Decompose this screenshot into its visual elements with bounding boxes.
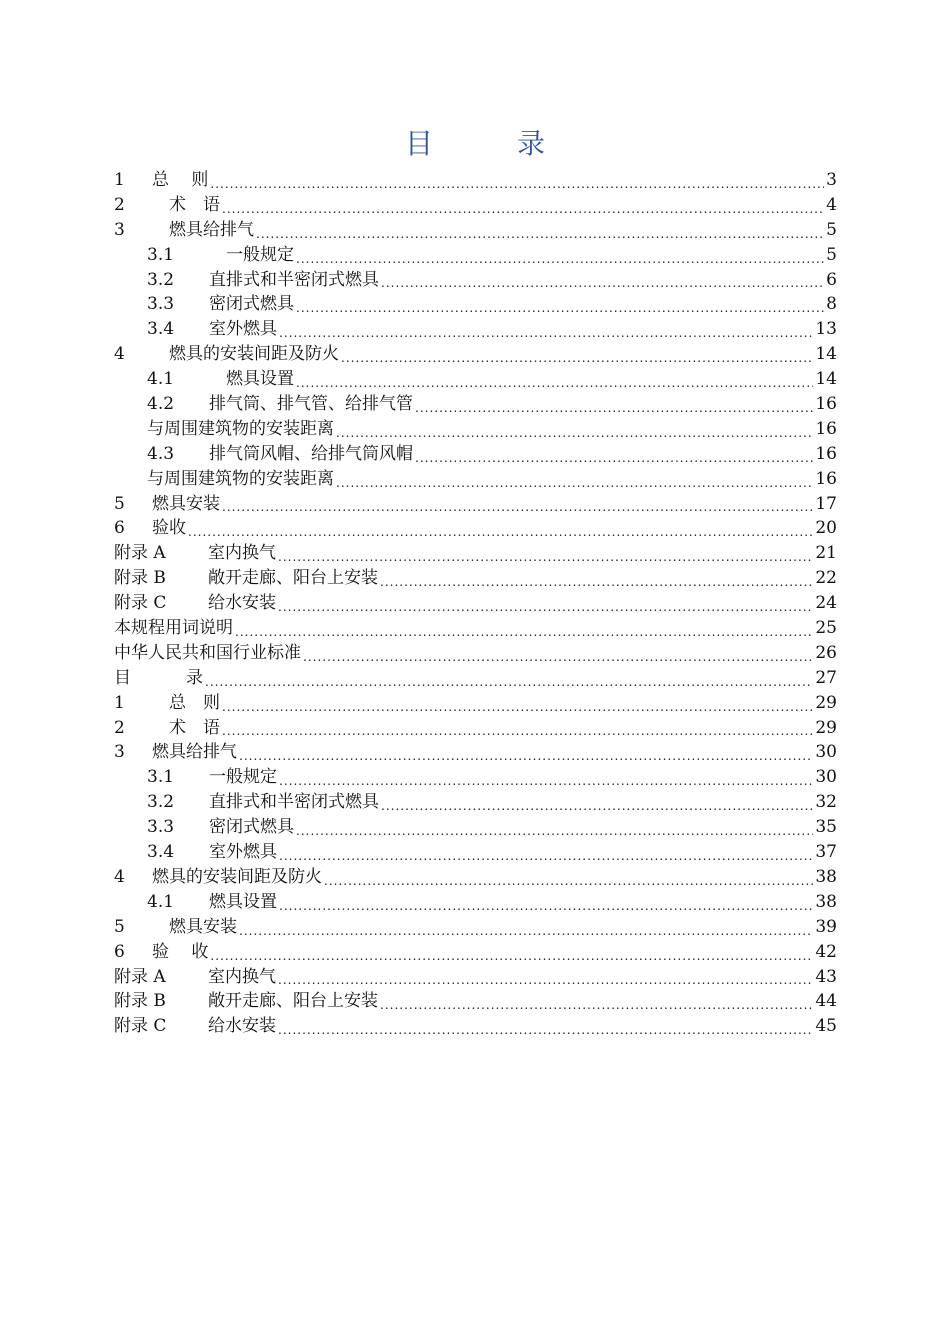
dot-leader — [380, 574, 813, 591]
toc-entry[interactable] — [114, 342, 837, 367]
toc-entry-page: 16 — [815, 394, 837, 415]
dot-leader — [235, 624, 813, 641]
toc-entry-title: 直排式和半密闭式燃具 — [209, 269, 379, 290]
toc-entry[interactable] — [114, 641, 837, 666]
toc-entry[interactable] — [114, 417, 837, 442]
toc-entry[interactable] — [114, 516, 837, 541]
dot-leader — [256, 226, 824, 243]
toc-entry-number: 4 — [114, 344, 125, 365]
toc-entry-number: 3 — [114, 219, 125, 240]
toc-entry-number: 附录 C — [114, 593, 167, 614]
dot-leader — [222, 201, 824, 218]
toc-entry-title: 燃具设置 — [209, 369, 294, 390]
toc-entry[interactable] — [114, 965, 837, 990]
toc-entry-number: 4.1 — [147, 891, 175, 912]
toc-entry-title: 中华人民共和国行业标准 — [114, 642, 301, 663]
toc-entry[interactable] — [114, 865, 837, 890]
toc-entry-number: 附录 A — [114, 543, 166, 564]
toc-entry-number: 附录 A — [114, 966, 166, 987]
toc-entry-title: 室外燃具 — [209, 842, 277, 863]
toc-entry-number: 4 — [114, 866, 125, 887]
toc-entry-page: 21 — [815, 543, 837, 564]
toc-entry-page: 14 — [815, 369, 837, 390]
toc-entry-title: 一般规定 — [209, 767, 277, 788]
toc-entry-page: 39 — [815, 916, 837, 937]
toc-entry-number: 3.1 — [147, 767, 175, 788]
toc-entry-page: 25 — [815, 618, 837, 639]
dot-leader — [278, 599, 813, 616]
dot-leader — [222, 723, 813, 740]
dot-leader — [341, 350, 813, 367]
toc-entry[interactable] — [114, 765, 837, 790]
dot-leader — [239, 748, 813, 765]
toc-entry-page: 42 — [815, 941, 837, 962]
toc-entry-number: 3.2 — [147, 792, 175, 813]
toc-entry-number: 3.3 — [147, 817, 175, 838]
dot-leader — [210, 948, 813, 965]
toc-entry-title: 直排式和半密闭式燃具 — [209, 792, 379, 813]
dot-leader — [205, 674, 813, 691]
toc-entry-page: 38 — [815, 891, 837, 912]
dot-leader — [324, 873, 813, 890]
dot-leader — [278, 549, 813, 566]
toc-entry-page: 27 — [815, 667, 837, 688]
dot-leader — [279, 898, 813, 915]
toc-entry-title: 术 语 — [152, 194, 220, 215]
toc-entry-title: 燃具的安装间距及防火 — [152, 344, 339, 365]
toc-entry-title: 敞开走廊、阳台上安装 — [208, 568, 378, 589]
toc-entry-page: 32 — [815, 792, 837, 813]
toc-entry[interactable] — [114, 691, 837, 716]
toc-entry-number: 3 — [114, 742, 125, 763]
dot-leader — [415, 450, 813, 467]
toc-entry-number: 4.1 — [147, 369, 175, 390]
toc-entry-title: 燃具安装 — [152, 916, 237, 937]
toc-entry[interactable] — [114, 989, 837, 1014]
toc-entry-number: 1 — [114, 692, 125, 713]
toc-entry[interactable] — [114, 492, 837, 517]
toc-entry[interactable] — [114, 442, 837, 467]
toc-entry-title: 与周围建筑物的安装距离 — [147, 418, 334, 439]
dot-leader — [381, 798, 813, 815]
toc-entry-number: 3.2 — [147, 269, 175, 290]
page-title: 目 录 — [404, 127, 573, 160]
dot-leader — [336, 425, 813, 442]
toc-entry-number: 2 — [114, 717, 125, 738]
toc-entry-title: 密闭式燃具 — [209, 817, 294, 838]
toc-entry-title: 燃具给排气 — [152, 219, 254, 240]
toc-entry[interactable] — [114, 940, 837, 965]
toc-entry-title: 一般规定 — [209, 244, 294, 265]
toc-entry[interactable] — [114, 292, 837, 317]
toc-entry-title: 燃具安装 — [152, 493, 220, 514]
dot-leader — [415, 400, 813, 417]
toc-entry[interactable] — [114, 740, 837, 765]
toc-entry[interactable] — [114, 716, 837, 741]
toc-entry-page: 30 — [815, 767, 837, 788]
toc-entry-page: 6 — [826, 269, 837, 290]
toc-entry-page: 13 — [815, 319, 837, 340]
toc-entry[interactable] — [114, 591, 837, 616]
toc-entry-page: 5 — [826, 244, 837, 265]
toc-entry-number: 附录 B — [114, 991, 166, 1012]
dot-leader — [279, 848, 813, 865]
toc-entry-number: 6 — [114, 518, 125, 539]
toc-entry-page: 22 — [815, 568, 837, 589]
toc-entry-page: 30 — [815, 742, 837, 763]
toc-entry[interactable] — [114, 890, 837, 915]
dot-leader — [279, 773, 813, 790]
toc-entry-page: 14 — [815, 344, 837, 365]
toc-entry[interactable] — [114, 392, 837, 417]
toc-entry-title: 排气筒风帽、给排气筒风帽 — [209, 443, 413, 464]
dot-leader — [279, 325, 813, 342]
toc-entry-title: 密闭式燃具 — [209, 294, 294, 315]
toc-entry-number: 4.2 — [147, 394, 175, 415]
toc-entry-number: 附录 B — [114, 568, 166, 589]
toc-entry-title: 燃具给排气 — [152, 742, 237, 763]
toc-entry[interactable] — [114, 367, 837, 392]
toc-entry-title: 室内换气 — [208, 966, 276, 987]
toc-entry[interactable] — [114, 566, 837, 591]
toc-entry[interactable] — [114, 815, 837, 840]
toc-entry-number: 4.3 — [147, 443, 175, 464]
toc-entry-title: 室内换气 — [208, 543, 276, 564]
dot-leader — [296, 375, 813, 392]
toc-entry[interactable] — [114, 790, 837, 815]
dot-leader — [296, 823, 813, 840]
toc-entry-title: 给水安装 — [208, 593, 276, 614]
toc-entry-page: 37 — [815, 842, 837, 863]
toc-entry-page: 45 — [815, 1016, 837, 1037]
toc-entry-title: 燃具设置 — [209, 891, 277, 912]
toc-entry[interactable] — [114, 168, 837, 193]
toc-entry-title: 排气筒、排气管、给排气管 — [209, 394, 413, 415]
toc-entry[interactable] — [114, 616, 837, 641]
toc-entry-page: 17 — [815, 493, 837, 514]
dot-leader — [188, 524, 813, 541]
toc-entry[interactable] — [114, 193, 837, 218]
toc-entry-title: 燃具的安装间距及防火 — [152, 866, 322, 887]
toc-entry[interactable] — [114, 317, 837, 342]
toc-entry-title: 室外燃具 — [209, 319, 277, 340]
dot-leader — [336, 475, 813, 492]
dot-leader — [222, 699, 813, 716]
toc-entry-page: 16 — [815, 418, 837, 439]
toc-entry-page: 26 — [815, 642, 837, 663]
toc-entry-number: 附录 C — [114, 1016, 167, 1037]
dot-leader — [222, 499, 813, 516]
toc-entry-page: 16 — [815, 468, 837, 489]
dot-leader — [210, 176, 824, 193]
toc-entry-title: 总 则 — [152, 170, 209, 190]
toc-entry[interactable] — [114, 915, 837, 940]
toc-entry-title: 给水安装 — [208, 1016, 276, 1037]
toc-entry-title: 验收 — [152, 518, 186, 539]
toc-entry-number: 3.4 — [147, 842, 175, 863]
toc-entry-title: 录 — [152, 667, 203, 688]
toc-entry-title: 与周围建筑物的安装距离 — [147, 468, 334, 489]
dot-leader — [296, 300, 824, 317]
toc-entry[interactable] — [114, 666, 837, 691]
toc-entry-page: 44 — [815, 991, 837, 1012]
table-of-contents — [114, 168, 837, 1039]
toc-entry[interactable] — [114, 467, 837, 492]
toc-entry[interactable] — [114, 243, 837, 268]
toc-entry[interactable] — [114, 840, 837, 865]
toc-entry-page: 38 — [815, 866, 837, 887]
toc-entry[interactable] — [114, 541, 837, 566]
toc-entry-number: 6 — [114, 941, 125, 962]
toc-entry-page: 20 — [815, 518, 837, 539]
toc-entry-page: 4 — [826, 194, 837, 215]
toc-entry-page: 8 — [826, 294, 837, 315]
dot-leader — [296, 251, 824, 268]
toc-entry-number: 1 — [114, 170, 125, 190]
dot-leader — [381, 275, 824, 292]
toc-entry-page: 29 — [815, 692, 837, 713]
toc-entry-title: 验 收 — [152, 941, 209, 962]
toc-entry-number: 5 — [114, 916, 125, 937]
dot-leader — [239, 923, 813, 940]
toc-entry-page: 5 — [826, 219, 837, 240]
toc-entry[interactable] — [114, 218, 837, 243]
toc-entry-number: 3.1 — [147, 244, 175, 265]
toc-entry[interactable] — [114, 1014, 837, 1039]
toc-entry-number: 5 — [114, 493, 125, 514]
dot-leader — [278, 972, 813, 989]
toc-entry-page: 24 — [815, 593, 837, 614]
toc-entry-title: 总 则 — [152, 692, 220, 713]
toc-entry-page: 35 — [815, 817, 837, 838]
dot-leader — [380, 997, 813, 1014]
toc-entry-title: 本规程用词说明 — [114, 618, 233, 639]
toc-entry-page: 16 — [815, 443, 837, 464]
toc-entry-page: 29 — [815, 717, 837, 738]
toc-entry-page: 3 — [826, 170, 837, 190]
toc-entry-number: 3.4 — [147, 319, 175, 340]
dot-leader — [278, 1022, 813, 1039]
toc-entry-page: 43 — [815, 966, 837, 987]
toc-entry[interactable] — [114, 268, 837, 293]
toc-entry-title: 敞开走廊、阳台上安装 — [208, 991, 378, 1012]
toc-entry-number: 目 — [114, 667, 131, 688]
dot-leader — [303, 649, 813, 666]
toc-entry-number: 2 — [114, 194, 125, 215]
toc-entry-number: 3.3 — [147, 294, 175, 315]
toc-entry-title: 术 语 — [152, 717, 220, 738]
